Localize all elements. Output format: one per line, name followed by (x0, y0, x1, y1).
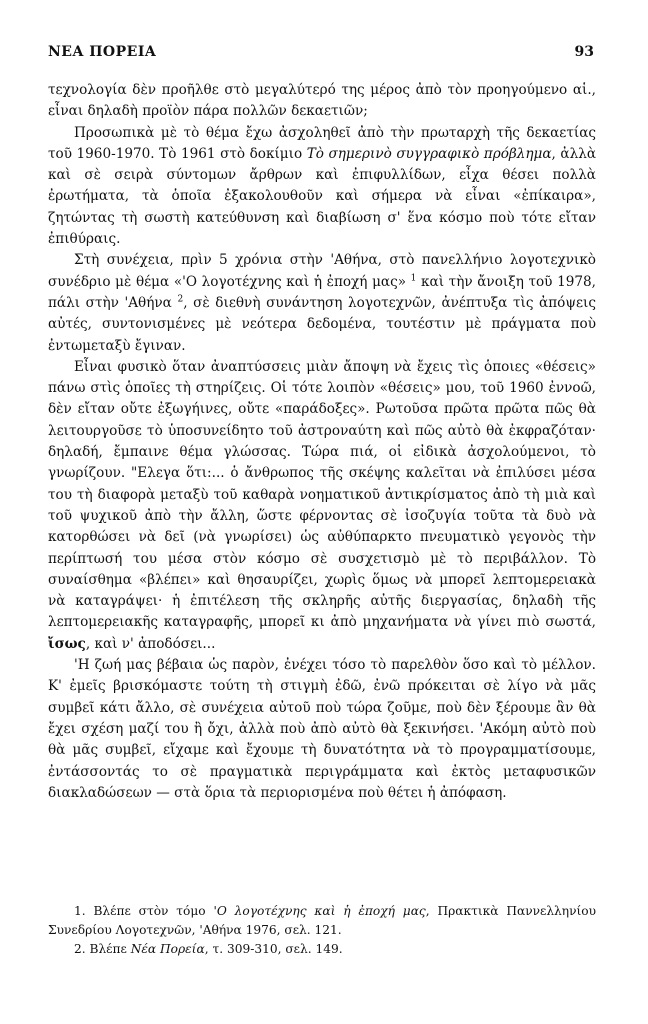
body-text (48, 80, 596, 804)
page-number: 93 (574, 44, 594, 60)
paragraph (48, 123, 596, 251)
paragraph-text: , καὶ ν' ἀποδόσει... (85, 635, 216, 652)
paragraph-text: καὶ τὴν ἄνοιξη τοῦ 1978, πάλι στὴν 'Αθήνα (48, 273, 596, 311)
footnote-text: , τ. 309-310, σελ. 149. (204, 942, 343, 956)
footnote-text: 2. Βλέπε (74, 942, 131, 956)
paragraph-italic: Τὸ σημερινὸ συγγραφικὸ πρόβλημα (306, 145, 552, 162)
footnote-ref: 2 (177, 294, 184, 305)
footnote (48, 902, 596, 940)
paragraph (48, 250, 596, 356)
footnotes (48, 902, 596, 959)
footnote-italic: Νέα Πορεία (130, 942, 205, 956)
paragraph (48, 357, 596, 655)
paragraph-text: , σὲ διεθνὴ συνάντηση λογοτεχνῶν, ἀνέπτυξα τὶς ἀπόψεις αὐτές, συντονισμένες μὲ νεότερα δεδομένα, τουτέστιν μὲ πράγματα ποὺ ἐντωμεταξὺ ἔγιναν. (48, 294, 596, 354)
running-title: ΝΕΑ ΠΟΡΕΙΑ (48, 44, 157, 60)
paragraph-text: τεχνολογία δὲν προῆλθε στὸ μεγαλύτερό της μέρος ἀπὸ τὸν προηγούμενο αἱ., εἶναι δηλαδὴ προϊὸν πάρα πολλῶν δεκαετιῶν; (48, 82, 596, 120)
running-header (48, 44, 594, 66)
paragraph-text: Στὴ συνέχεια, πρὶν 5 χρόνια στὴν 'Αθήνα, στὸ πανελλήνιο λογοτεχνικὸ συνέδριο μὲ θέμα «'Ο λογοτέχνης καὶ ἡ ἐποχή μας» (48, 252, 596, 290)
paragraph-text: Εἶναι φυσικὸ ὅταν ἀναπτύσσεις μιὰν ἄποψη νὰ ἔχεις τὶς ὁποιες «θέσεις» πάνω στὶς ὁποῖες τὴ στηρίζεις. Οἱ τότε λοιπὸν «θέσεις» μου, τοῦ 1960 ἐννοῶ, δὲν εἴταν οὔτε ἐξωγήινες, οὔτε «παράδοξες». Ρωτοῦσα πρῶτα πρῶτα πῶς θὰ λειτουργοῦσε τὸ ὑποσυνείδητο τοῦ ἀστροναύτη καὶ πῶς αὐτὸ θὰ ἐκφραζόταν· δηλαδή, ἔμπαινε θέμα γλώσσας. Τώρα πιά, οἱ εἰδικὰ ἀσχολούμενοι, τὸ γνωρίζουν. "Ελεγα ὅτι:... ὁ ἄνθρωπος τῆς σκέψης καλεῖται νὰ ἐπιλύσει μέσα του τὴ διαφορὰ μεταξὺ τοῦ καθαρὰ νοηματικοῦ ἀντικρίσματος ἀπὸ τὴ μιὰ καὶ τοῦ ψυχικοῦ ἀπὸ τὴν ἄλλη, ὥστε φέρνοντας σὲ ἰσοζυγία τοῦτα τὰ δυὸ νὰ κατορθώσει νὰ δεῖ (νὰ γνωρίσει) ὡς αὐθύπαρκτο πνευματικὸ γεγονὸς τὴν περίπτωσή του μέσα στὸν κόσμο σὲ συσχετισμὸ μὲ τὸ περιβάλλον. Τὸ συναίσθημα «βλέπει» καὶ θησαυρίζει, χωρὶς ὅμως νὰ μπορεῖ λεπτομερειακὰ νὰ καταγράψει· ἡ ἐπιτέλεση τῆς σκληρῆς αὐτῆς διεργασίας, δηλαδὴ τῆς λεπτομερειακῆς καταγραφῆς, μπορεῖ κι ἀπὸ μηχανήματα νὰ γίνει πιὸ σωστά, (48, 358, 596, 631)
paragraph-text: , ἀλλὰ καὶ σὲ σειρὰ σύντομων ἄρθρων καὶ ἐπιφυλλίδων, εἶχα θέσει πολλὰ ἐρωτήματα, τὰ ὁποῖα ἐξακολουθοῦν καὶ σήμερα νὰ εἶναι «ἐπίκαιρα», ζητώντας τὴ σωστὴ κατεύθυνση καὶ διαβίωση σ' ἕνα κόσμο ποὺ τότε εἴταν ἐπιθύραις. (48, 145, 596, 248)
footnote-italic: 'Ο λογοτέχνης καὶ ἡ ἐποχή μας (213, 904, 426, 918)
paragraph (48, 80, 596, 123)
paragraph-text: ἴσως (48, 635, 86, 652)
footnote-text: 1. Βλέπε στὸν τόμο (74, 904, 214, 918)
footnote-ref: 1 (410, 273, 417, 284)
footnote-text: , Πρακτικὰ Παννελληνίου Συνεδρίου Λογοτεχνῶν, 'Αθήνα 1976, σελ. 121. (48, 904, 597, 937)
paragraph (48, 655, 596, 804)
paragraph-text: 'Η ζωή μας βέβαια ὡς παρὸν, ἐνέχει τόσο τὸ παρελθὸν ὅσο καὶ τὸ μέλλον. Κ' ἐμεῖς βρισκόμαστε τούτη τὴ στιγμὴ ἐδῶ, ἐνῶ πρόκειται σὲ λίγο νὰ μᾶς συμβεῖ κάτι ἄλλο, σὲ συνέχεια αὐτοῦ ποὺ τώρα ζοῦμε, ποὺ δὲν ξέρουμε ἂν θὰ ἔχει σχέση μαζί του ἢ ὄχι, ἀλλὰ ποὺ ἀπὸ αὐτὸ θὰ ξεκινήσει. 'Ακόμη αὐτὸ ποὺ θὰ μᾶς συμβεῖ, εἴχαμε καὶ ἔχουμε τὴ δυνατότητα νὰ τὸ προγραμματίσουμε, ἐντάσσοντάς το σὲ πραγματικὰ περιγράμματα καὶ ἐκτὸς μεταφυσικῶν διακλαδώσεων — στὰ ὅρια τὰ περιορισμένα ποὺ θέτει ἡ ἀπόφαση. (48, 657, 596, 801)
paragraph-text: Προσωπικὰ μὲ τὸ θέμα ἔχω ἀσχοληθεῖ ἀπὸ τὴν πρωταρχὴ τῆς δεκαετίας τοῦ 1960-1970. Τὸ 1961 στὸ δοκίμιο (48, 124, 596, 162)
footnote (48, 940, 596, 959)
